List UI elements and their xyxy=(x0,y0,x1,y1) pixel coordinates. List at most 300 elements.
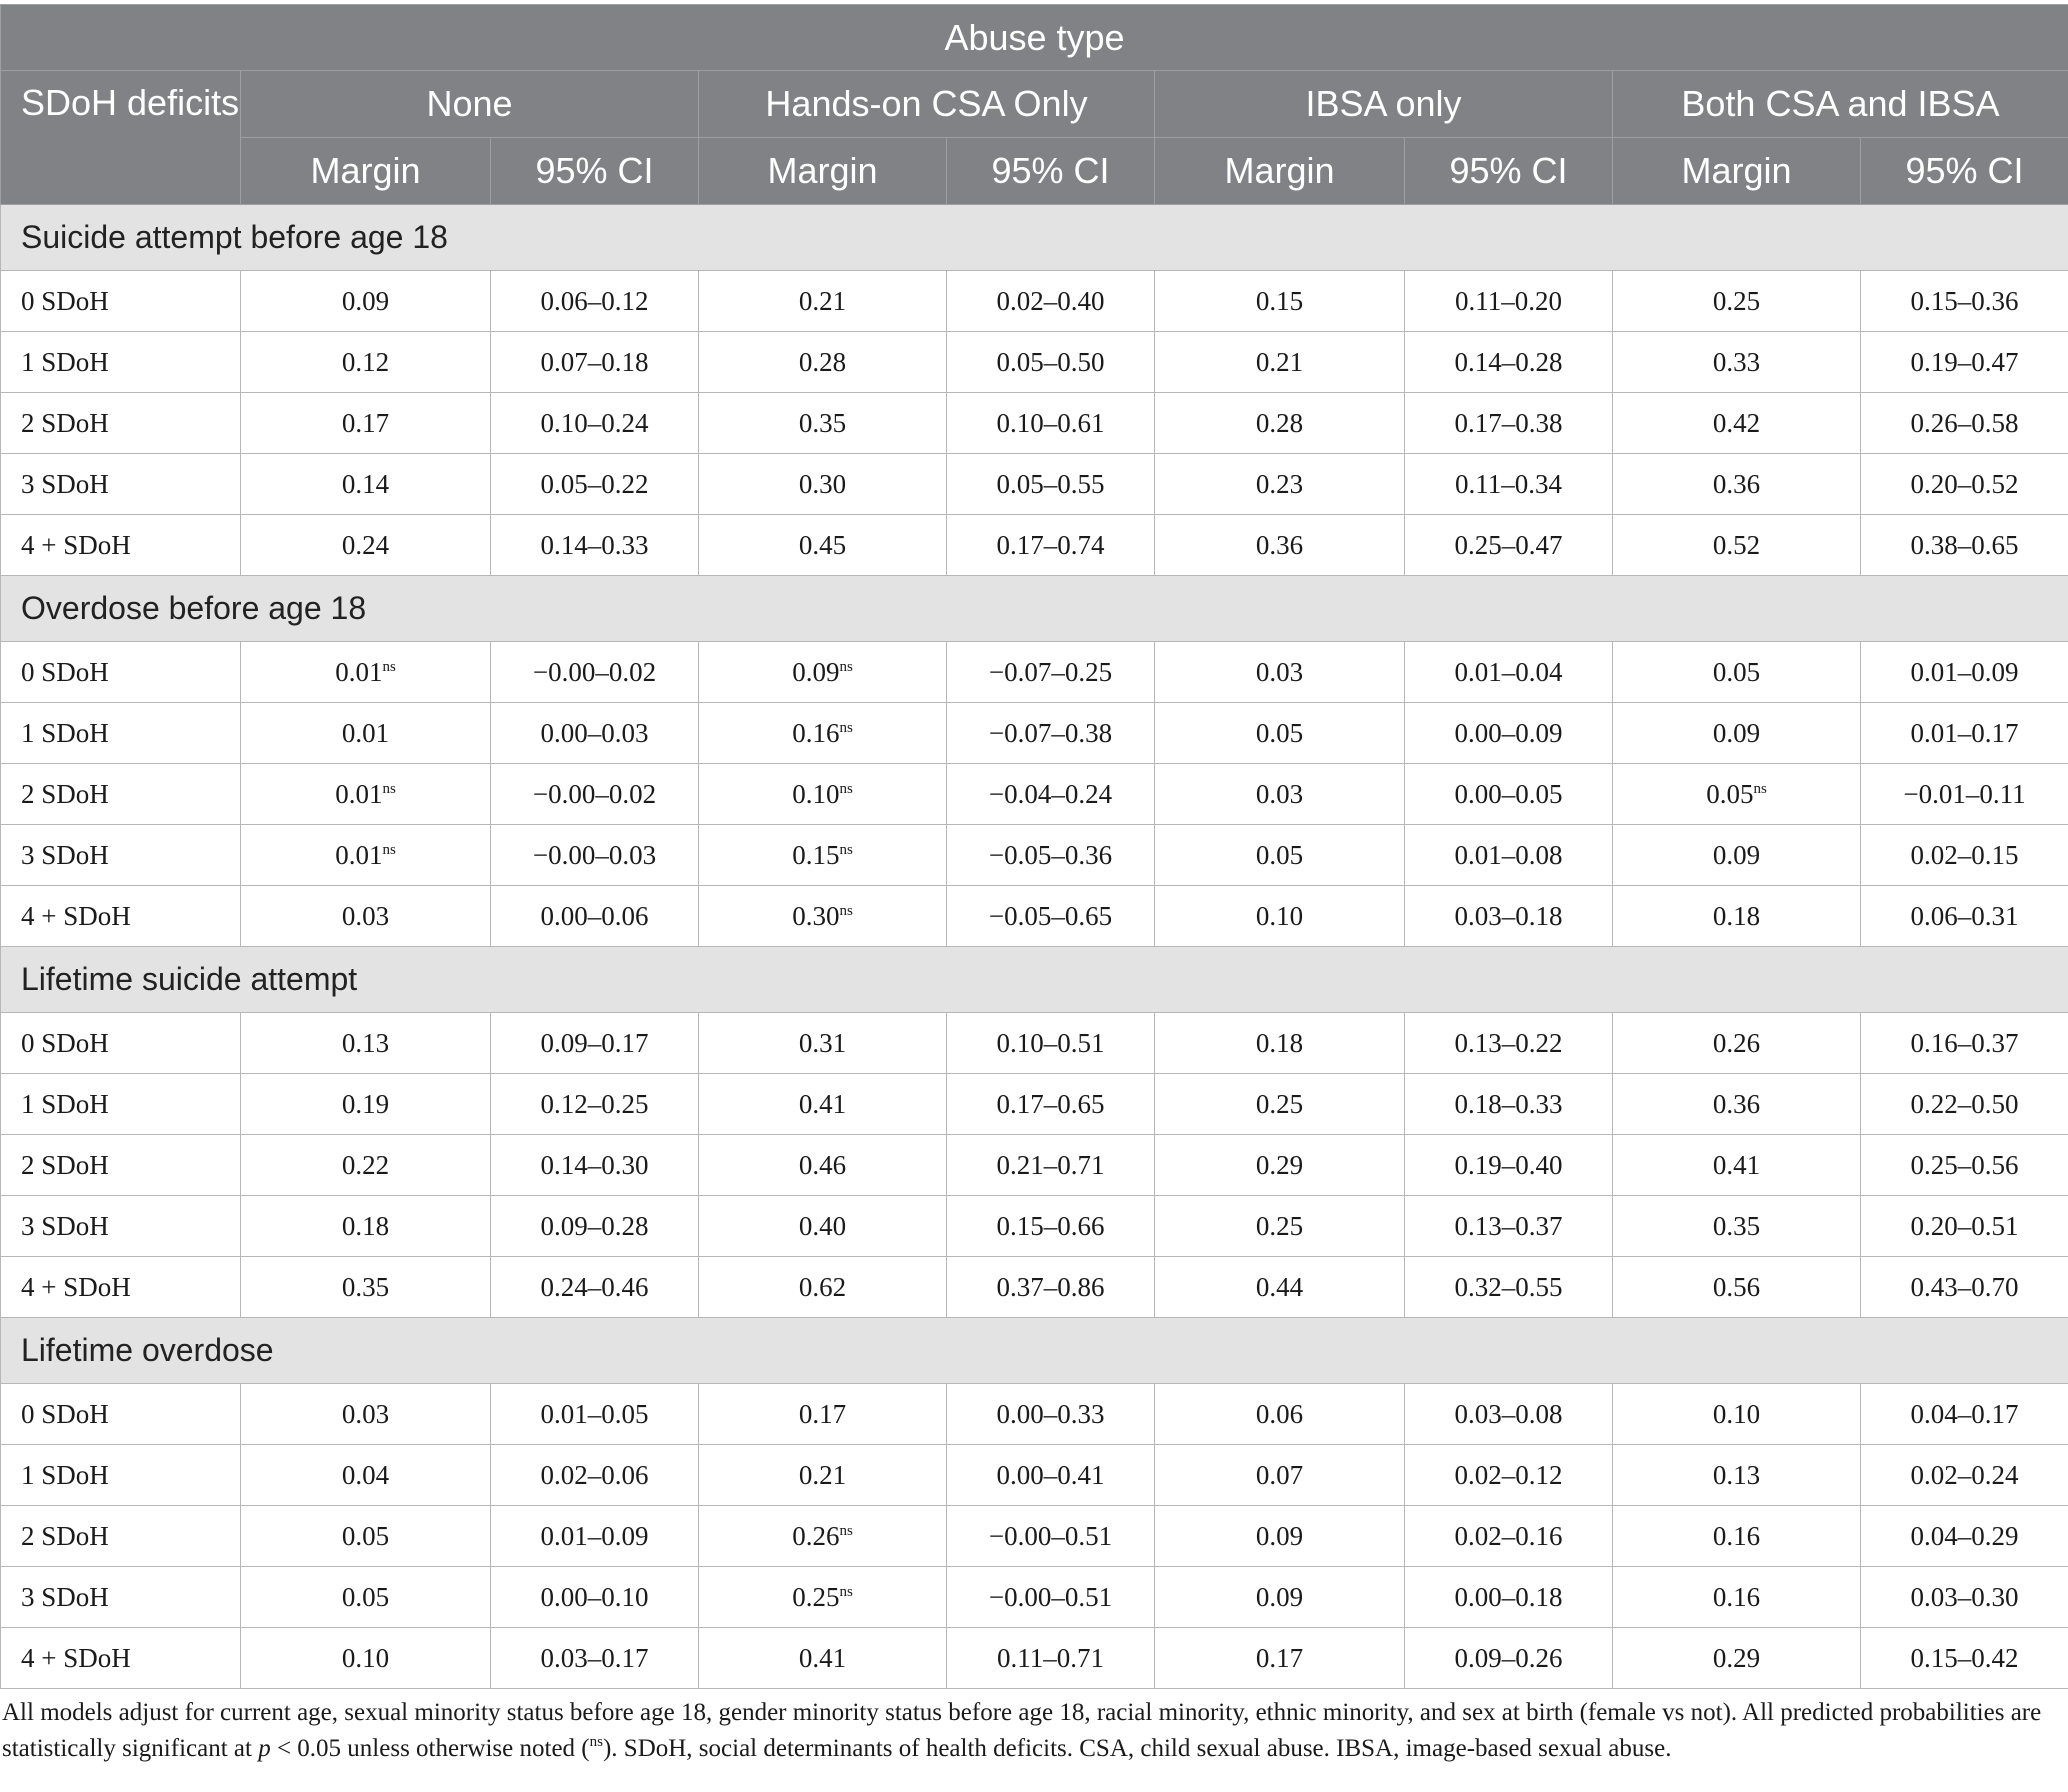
table-row xyxy=(1,764,2068,825)
margin-cell xyxy=(241,1628,491,1689)
margin-cell xyxy=(699,1506,947,1567)
margin-cell xyxy=(241,393,491,454)
ci-cell xyxy=(1861,886,2068,947)
ci-value: 0.19–0.47 xyxy=(1910,346,2019,377)
ci-cell xyxy=(1861,1567,2068,1628)
ci-cell xyxy=(1861,703,2068,764)
row-label: 4 + SDoH xyxy=(1,515,241,576)
ci-cell xyxy=(491,1257,699,1318)
ci-value: 0.00–0.03 xyxy=(540,717,649,748)
margin-value: 0.36 xyxy=(1255,529,1304,560)
margin-cell xyxy=(1155,1074,1405,1135)
ci-cell xyxy=(1405,1257,1613,1318)
row-label: 2 SDoH xyxy=(1,1506,241,1567)
ci-value: 0.00–0.10 xyxy=(540,1581,649,1612)
group-header-both: Both CSA and IBSA xyxy=(1613,71,2068,138)
ci-value: 0.19–0.40 xyxy=(1454,1149,1563,1180)
margin-cell xyxy=(1155,1013,1405,1074)
ns-marker: ns xyxy=(839,780,853,797)
margin-cell xyxy=(1613,1384,1861,1445)
ns-marker: ns xyxy=(839,1522,853,1539)
margin-value: 0.12 xyxy=(341,346,390,377)
margin-cell xyxy=(1613,1257,1861,1318)
ci-cell xyxy=(947,1257,1155,1318)
ci-value: −0.07–0.25 xyxy=(988,656,1113,687)
margin-cell xyxy=(1613,515,1861,576)
margin-value: 0.06 xyxy=(1255,1398,1304,1429)
abuse-type-header: Abuse type xyxy=(1,5,2068,71)
table-row xyxy=(1,271,2068,332)
table-row xyxy=(1,1196,2068,1257)
margin-cell xyxy=(699,1074,947,1135)
ci-cell xyxy=(1861,825,2068,886)
ci-value: 0.00–0.09 xyxy=(1454,717,1563,748)
ci-cell xyxy=(1861,454,2068,515)
ci-value: −0.05–0.65 xyxy=(988,900,1113,931)
margin-cell xyxy=(1613,1074,1861,1135)
ci-cell xyxy=(1405,825,1613,886)
margin-value: 0.13 xyxy=(1712,1459,1761,1490)
row-label: 0 SDoH xyxy=(1,642,241,703)
margin-cell xyxy=(1613,886,1861,947)
ci-value: 0.26–0.58 xyxy=(1910,407,2019,438)
row-label: 1 SDoH xyxy=(1,332,241,393)
margin-cell xyxy=(241,1257,491,1318)
margin-cell xyxy=(1155,1628,1405,1689)
ci-header: 95% CI xyxy=(491,138,699,205)
section-row xyxy=(1,947,2068,1013)
table-row xyxy=(1,1013,2068,1074)
ci-cell xyxy=(1405,1135,1613,1196)
margin-cell xyxy=(1155,886,1405,947)
ci-cell xyxy=(1405,1506,1613,1567)
margin-cell xyxy=(1613,1135,1861,1196)
ci-cell xyxy=(491,271,699,332)
ci-cell xyxy=(1861,1445,2068,1506)
ci-value: 0.24–0.46 xyxy=(540,1271,649,1302)
margin-cell xyxy=(1155,332,1405,393)
ci-value: 0.02–0.15 xyxy=(1910,839,2019,870)
margin-value: 0.28 xyxy=(1255,407,1304,438)
margin-cell xyxy=(1613,1445,1861,1506)
ci-value: 0.04–0.17 xyxy=(1910,1398,2019,1429)
ci-cell xyxy=(947,1506,1155,1567)
margin-value: 0.21 xyxy=(798,1459,847,1490)
margin-cell xyxy=(1155,1506,1405,1567)
margin-value: 0.42 xyxy=(1712,407,1761,438)
margin-cell xyxy=(1613,332,1861,393)
ci-value: 0.11–0.34 xyxy=(1455,468,1562,499)
ci-cell xyxy=(947,1567,1155,1628)
ci-value: −0.04–0.24 xyxy=(988,778,1113,809)
margin-value: 0.22 xyxy=(341,1149,390,1180)
margin-value: 0.09 xyxy=(1255,1520,1304,1551)
ci-cell xyxy=(947,1074,1155,1135)
margin-cell xyxy=(1613,271,1861,332)
margin-cell xyxy=(1155,764,1405,825)
margin-value: 0.26 xyxy=(1712,1027,1761,1058)
margin-value: 0.26 xyxy=(792,1520,840,1551)
margin-value: 0.09 xyxy=(1255,1581,1304,1612)
margin-value: 0.03 xyxy=(1255,656,1304,687)
margin-value: 0.25 xyxy=(792,1581,840,1612)
group-header-hands-on-csa: Hands-on CSA Only xyxy=(699,71,1155,138)
margin-cell xyxy=(241,642,491,703)
ci-value: 0.14–0.33 xyxy=(540,529,649,560)
margin-value: 0.45 xyxy=(798,529,847,560)
table-container xyxy=(0,4,2068,1767)
ci-value: −0.00–0.51 xyxy=(988,1520,1113,1551)
margin-cell xyxy=(1155,825,1405,886)
results-table xyxy=(0,4,2068,1689)
margin-cell xyxy=(1613,825,1861,886)
margin-cell xyxy=(1613,1013,1861,1074)
row-label: 4 + SDoH xyxy=(1,1628,241,1689)
ci-value: 0.15–0.36 xyxy=(1910,285,2019,316)
ci-cell xyxy=(1405,271,1613,332)
ci-cell xyxy=(491,825,699,886)
margin-value: 0.46 xyxy=(798,1149,847,1180)
ns-marker: ns xyxy=(1753,780,1767,797)
table-row xyxy=(1,886,2068,947)
margin-value: 0.09 xyxy=(1712,717,1761,748)
ci-value: 0.11–0.71 xyxy=(997,1642,1104,1673)
ci-cell xyxy=(1405,1384,1613,1445)
ci-cell xyxy=(491,1567,699,1628)
ci-header: 95% CI xyxy=(947,138,1155,205)
ci-cell xyxy=(1405,1445,1613,1506)
ci-value: 0.02–0.40 xyxy=(996,285,1105,316)
ci-cell xyxy=(491,1445,699,1506)
ci-cell xyxy=(1861,393,2068,454)
ci-cell xyxy=(947,332,1155,393)
ci-cell xyxy=(491,1384,699,1445)
ci-value: −0.01–0.11 xyxy=(1903,778,2026,809)
row-label: 1 SDoH xyxy=(1,1445,241,1506)
margin-value: 0.56 xyxy=(1712,1271,1761,1302)
ns-marker: ns xyxy=(839,658,853,675)
margin-value: 0.01 xyxy=(341,717,390,748)
ci-cell xyxy=(947,1196,1155,1257)
margin-value: 0.29 xyxy=(1712,1642,1761,1673)
ci-value: 0.05–0.22 xyxy=(540,468,649,499)
table-row xyxy=(1,1506,2068,1567)
section-title: Lifetime overdose xyxy=(1,1318,2068,1384)
row-label: 1 SDoH xyxy=(1,1074,241,1135)
margin-cell xyxy=(699,1135,947,1196)
ci-value: 0.01–0.17 xyxy=(1910,717,2019,748)
table-row xyxy=(1,1257,2068,1318)
ci-value: 0.43–0.70 xyxy=(1910,1271,2019,1302)
ci-cell xyxy=(1405,1196,1613,1257)
table-row xyxy=(1,642,2068,703)
ci-value: 0.00–0.18 xyxy=(1454,1581,1563,1612)
ci-value: 0.01–0.04 xyxy=(1454,656,1563,687)
ci-cell xyxy=(947,1445,1155,1506)
margin-cell xyxy=(699,703,947,764)
ci-value: 0.01–0.08 xyxy=(1454,839,1563,870)
footnote-part3: ). SDoH, social determinants of health deficits. CSA, child sexual abuse. IBSA, image-based sexual abuse. xyxy=(602,1735,1672,1762)
margin-cell xyxy=(241,825,491,886)
margin-cell xyxy=(1155,271,1405,332)
ci-value: 0.25–0.47 xyxy=(1454,529,1563,560)
ci-cell xyxy=(1405,703,1613,764)
ci-value: 0.14–0.30 xyxy=(540,1149,649,1180)
ns-marker: ns xyxy=(839,719,853,736)
margin-value: 0.05 xyxy=(341,1520,390,1551)
ci-value: 0.11–0.20 xyxy=(1455,285,1562,316)
ci-value: 0.12–0.25 xyxy=(540,1088,649,1119)
margin-cell xyxy=(1613,703,1861,764)
margin-cell xyxy=(699,1445,947,1506)
ci-cell xyxy=(1861,332,2068,393)
ci-cell xyxy=(1861,1135,2068,1196)
row-label: 3 SDoH xyxy=(1,454,241,515)
footnote-ns-mark: ns xyxy=(589,1734,603,1750)
margin-value: 0.40 xyxy=(798,1210,847,1241)
margin-value: 0.19 xyxy=(341,1088,390,1119)
ci-value: 0.06–0.12 xyxy=(540,285,649,316)
ci-value: 0.38–0.65 xyxy=(1910,529,2019,560)
margin-value: 0.44 xyxy=(1255,1271,1304,1302)
ci-value: 0.09–0.26 xyxy=(1454,1642,1563,1673)
ci-value: 0.37–0.86 xyxy=(996,1271,1105,1302)
section-row xyxy=(1,205,2068,271)
ci-cell xyxy=(1861,1013,2068,1074)
ci-cell xyxy=(947,1135,1155,1196)
ci-cell xyxy=(947,1013,1155,1074)
margin-cell xyxy=(241,1567,491,1628)
margin-cell xyxy=(699,1567,947,1628)
margin-cell xyxy=(1155,1445,1405,1506)
margin-cell xyxy=(241,886,491,947)
margin-cell xyxy=(1613,642,1861,703)
ci-cell xyxy=(491,642,699,703)
ns-marker: ns xyxy=(839,1583,853,1600)
margin-value: 0.52 xyxy=(1712,529,1761,560)
ci-cell xyxy=(491,1196,699,1257)
margin-cell xyxy=(1155,1135,1405,1196)
margin-value: 0.13 xyxy=(341,1027,390,1058)
margin-value: 0.21 xyxy=(798,285,847,316)
margin-cell xyxy=(241,1445,491,1506)
ci-cell xyxy=(1405,1567,1613,1628)
ci-cell xyxy=(947,454,1155,515)
ci-value: 0.15–0.42 xyxy=(1910,1642,2019,1673)
section-title: Suicide attempt before age 18 xyxy=(1,205,2068,271)
ci-value: 0.17–0.74 xyxy=(996,529,1105,560)
table-row xyxy=(1,332,2068,393)
ci-cell xyxy=(1861,1384,2068,1445)
table-footnote xyxy=(2,1695,2062,1767)
ci-value: 0.02–0.16 xyxy=(1454,1520,1563,1551)
margin-value: 0.09 xyxy=(1712,839,1761,870)
table-row xyxy=(1,1384,2068,1445)
margin-value: 0.01 xyxy=(335,839,383,870)
section-title: Lifetime suicide attempt xyxy=(1,947,2068,1013)
margin-value: 0.35 xyxy=(341,1271,390,1302)
margin-cell xyxy=(699,271,947,332)
ci-cell xyxy=(947,393,1155,454)
margin-value: 0.05 xyxy=(341,1581,390,1612)
ci-value: 0.06–0.31 xyxy=(1910,900,2019,931)
margin-value: 0.05 xyxy=(1706,778,1754,809)
margin-cell xyxy=(1613,393,1861,454)
margin-value: 0.09 xyxy=(341,285,390,316)
ci-value: 0.09–0.28 xyxy=(540,1210,649,1241)
ci-value: 0.01–0.09 xyxy=(540,1520,649,1551)
ci-value: 0.03–0.08 xyxy=(1454,1398,1563,1429)
ci-cell xyxy=(947,1384,1155,1445)
ci-header: 95% CI xyxy=(1405,138,1613,205)
margin-value: 0.03 xyxy=(341,900,390,931)
ci-value: 0.07–0.18 xyxy=(540,346,649,377)
margin-value: 0.41 xyxy=(798,1642,847,1673)
ci-cell xyxy=(1861,1074,2068,1135)
ci-cell xyxy=(491,454,699,515)
margin-cell xyxy=(699,515,947,576)
margin-cell xyxy=(699,1628,947,1689)
table-row xyxy=(1,1567,2068,1628)
footnote-part2: < 0.05 unless otherwise noted ( xyxy=(270,1735,590,1762)
margin-value: 0.16 xyxy=(1712,1581,1761,1612)
margin-value: 0.10 xyxy=(1255,900,1304,931)
ci-cell xyxy=(491,886,699,947)
ci-value: −0.00–0.51 xyxy=(988,1581,1113,1612)
margin-value: 0.21 xyxy=(1255,346,1304,377)
table-row xyxy=(1,1445,2068,1506)
margin-value: 0.01 xyxy=(335,778,383,809)
ci-cell xyxy=(1405,515,1613,576)
ci-value: 0.15–0.66 xyxy=(996,1210,1105,1241)
ci-cell xyxy=(491,1135,699,1196)
table-row xyxy=(1,454,2068,515)
margin-cell xyxy=(241,515,491,576)
margin-value: 0.41 xyxy=(798,1088,847,1119)
ci-cell xyxy=(1861,515,2068,576)
margin-cell xyxy=(1155,1257,1405,1318)
ns-marker: ns xyxy=(382,841,396,858)
margin-header: Margin xyxy=(1155,138,1405,205)
row-label: 2 SDoH xyxy=(1,393,241,454)
ci-value: 0.16–0.37 xyxy=(1910,1027,2019,1058)
ci-value: −0.00–0.02 xyxy=(532,778,657,809)
ci-value: 0.14–0.28 xyxy=(1454,346,1563,377)
ci-cell xyxy=(491,764,699,825)
row-label: 0 SDoH xyxy=(1,1013,241,1074)
margin-cell xyxy=(1613,764,1861,825)
table-row xyxy=(1,515,2068,576)
margin-value: 0.33 xyxy=(1712,346,1761,377)
margin-value: 0.24 xyxy=(341,529,390,560)
ci-cell xyxy=(1405,1628,1613,1689)
ci-cell xyxy=(491,1074,699,1135)
ci-value: 0.22–0.50 xyxy=(1910,1088,2019,1119)
ci-value: 0.05–0.50 xyxy=(996,346,1105,377)
footnote-part1: All models adjust for current age, sexual minority status before age 18, gender minority status before age 18, racial minority, ethnic minority, and sex at birth (female vs not). All predicted probabilities are statistically significant at xyxy=(2,1699,2042,1762)
row-label: 0 SDoH xyxy=(1,271,241,332)
ci-value: 0.10–0.24 xyxy=(540,407,649,438)
ci-cell xyxy=(1861,1506,2068,1567)
ci-header: 95% CI xyxy=(1861,138,2068,205)
margin-value: 0.36 xyxy=(1712,468,1761,499)
margin-value: 0.36 xyxy=(1712,1088,1761,1119)
table-row xyxy=(1,1628,2068,1689)
table-row xyxy=(1,825,2068,886)
margin-value: 0.05 xyxy=(1255,717,1304,748)
margin-value: 0.30 xyxy=(798,468,847,499)
group-header-none: None xyxy=(241,71,699,138)
margin-value: 0.62 xyxy=(798,1271,847,1302)
ci-value: 0.32–0.55 xyxy=(1454,1271,1563,1302)
row-label: 0 SDoH xyxy=(1,1384,241,1445)
margin-value: 0.30 xyxy=(792,900,840,931)
ci-cell xyxy=(491,393,699,454)
ci-cell xyxy=(1405,886,1613,947)
margin-cell xyxy=(241,454,491,515)
margin-value: 0.10 xyxy=(1712,1398,1761,1429)
ci-value: 0.18–0.33 xyxy=(1454,1088,1563,1119)
ci-value: 0.13–0.37 xyxy=(1454,1210,1563,1241)
margin-cell xyxy=(699,1384,947,1445)
margin-header: Margin xyxy=(699,138,947,205)
ns-marker: ns xyxy=(839,841,853,858)
margin-cell xyxy=(241,1196,491,1257)
row-label: 3 SDoH xyxy=(1,1196,241,1257)
row-label: 1 SDoH xyxy=(1,703,241,764)
ci-cell xyxy=(1861,1257,2068,1318)
ci-value: 0.03–0.17 xyxy=(540,1642,649,1673)
ci-value: 0.10–0.51 xyxy=(996,1027,1105,1058)
ci-cell xyxy=(947,515,1155,576)
margin-value: 0.35 xyxy=(798,407,847,438)
ci-value: 0.02–0.06 xyxy=(540,1459,649,1490)
margin-value: 0.35 xyxy=(1712,1210,1761,1241)
ci-cell xyxy=(1861,764,2068,825)
margin-cell xyxy=(1613,1506,1861,1567)
ci-value: 0.02–0.12 xyxy=(1454,1459,1563,1490)
margin-cell xyxy=(699,886,947,947)
margin-value: 0.41 xyxy=(1712,1149,1761,1180)
section-row xyxy=(1,576,2068,642)
ci-value: 0.02–0.24 xyxy=(1910,1459,2019,1490)
margin-value: 0.17 xyxy=(1255,1642,1304,1673)
margin-cell xyxy=(1155,642,1405,703)
ci-value: 0.01–0.09 xyxy=(1910,656,2019,687)
ci-value: −0.07–0.38 xyxy=(988,717,1113,748)
row-label: 3 SDoH xyxy=(1,825,241,886)
margin-value: 0.18 xyxy=(341,1210,390,1241)
ci-cell xyxy=(1405,332,1613,393)
margin-cell xyxy=(1155,1196,1405,1257)
margin-cell xyxy=(699,825,947,886)
margin-cell xyxy=(241,1074,491,1135)
margin-value: 0.18 xyxy=(1255,1027,1304,1058)
margin-value: 0.15 xyxy=(792,839,840,870)
margin-value: 0.18 xyxy=(1712,900,1761,931)
margin-cell xyxy=(1155,393,1405,454)
ci-value: 0.04–0.29 xyxy=(1910,1520,2019,1551)
ci-cell xyxy=(947,642,1155,703)
margin-cell xyxy=(699,642,947,703)
ci-cell xyxy=(947,703,1155,764)
ci-cell xyxy=(1405,454,1613,515)
ci-cell xyxy=(491,332,699,393)
ci-value: 0.00–0.06 xyxy=(540,900,649,931)
margin-cell xyxy=(241,271,491,332)
margin-value: 0.28 xyxy=(798,346,847,377)
ci-cell xyxy=(947,1628,1155,1689)
